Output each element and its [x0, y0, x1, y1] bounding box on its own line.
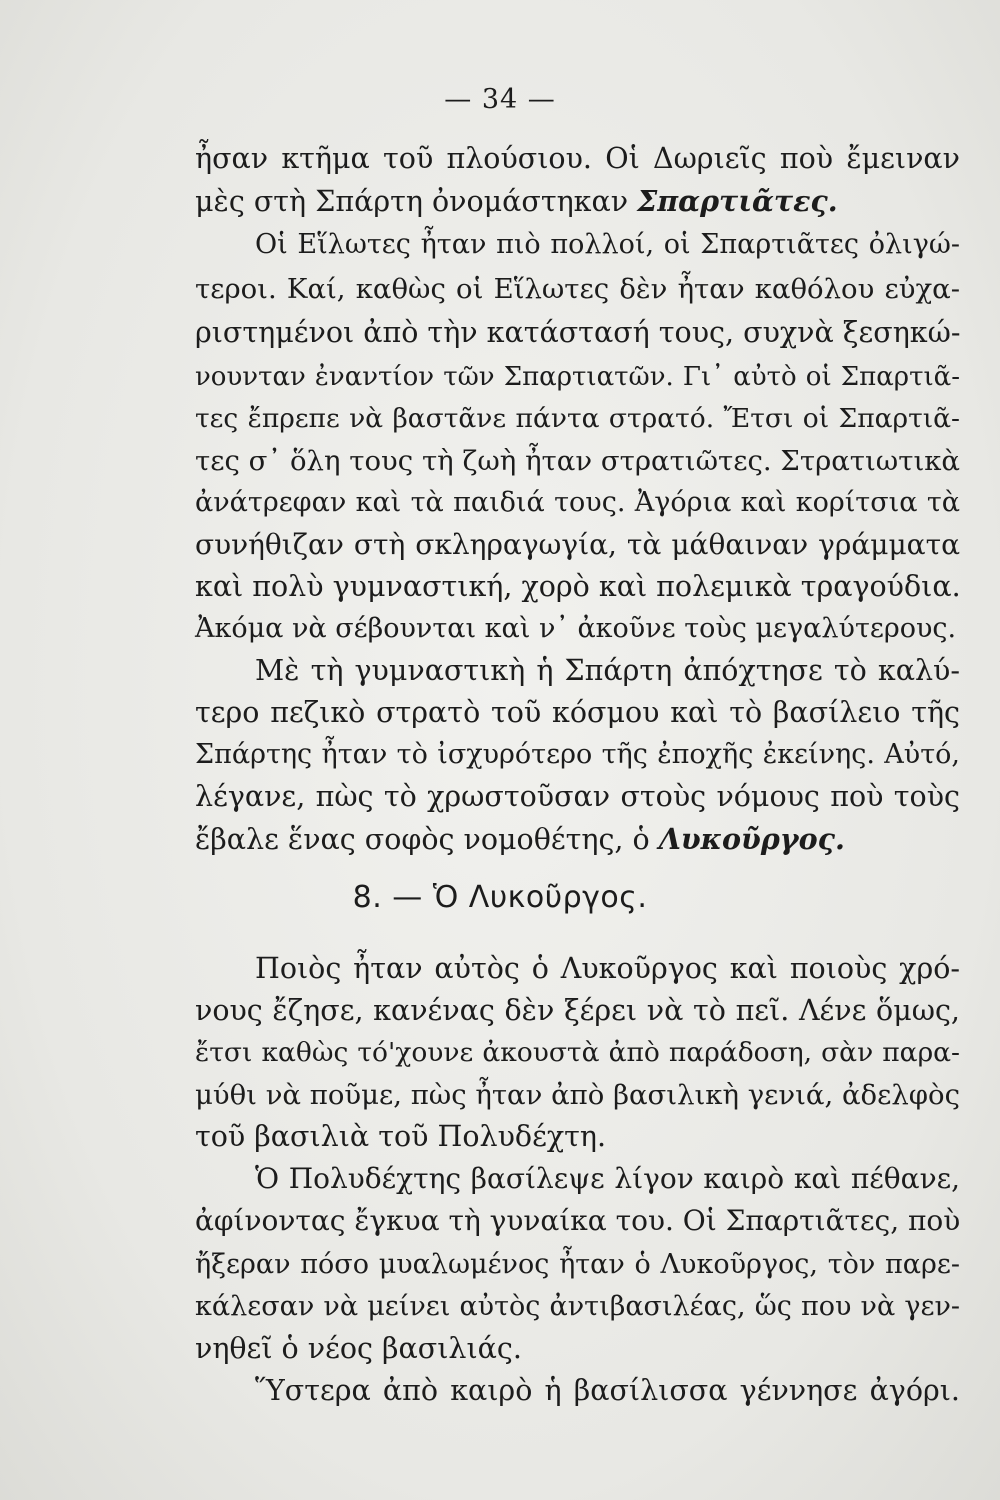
- text-line: [195, 182, 960, 220]
- emphasized-word: Λυκοῦργος.: [658, 822, 845, 856]
- text-line: Ὁ Πολυδέχτης βασίλεψε λίγον καιρὸ καὶ πέθανε,: [255, 1162, 960, 1195]
- text-line: [195, 820, 960, 858]
- text-line: Σπάρτης ἦταν τὸ ἰσχυρότερο τῆς ἐποχῆς ἐκείνης. Αὐτό,: [195, 739, 960, 770]
- text-line: τερο πεζικὸ στρατὸ τοῦ κόσμου καὶ τὸ βασίλειο τῆς: [195, 696, 960, 729]
- text-line: ριστημένοι ἀπὸ τὴν κατάστασή τους, συχνὰ ξεσηκώ-: [195, 316, 961, 349]
- text-line: ἦσαν κτῆμα τοῦ πλούσιου. Οἱ Δωριεῖς ποὺ ἔμειναν: [195, 142, 960, 175]
- text-line: Ὕστερα ἀπὸ καιρὸ ἡ βασίλισσα γέννησε ἀγόρι.: [255, 1374, 960, 1407]
- text-line: καὶ πολὺ γυμναστική, χορὸ καὶ πολεμικὰ τραγούδια.: [195, 570, 961, 603]
- section-heading: 8. — Ὁ Λυκοῦργος.: [352, 880, 648, 915]
- page-number: — 34 —: [444, 84, 556, 115]
- text-line: ἔτσι καθὼς τό'χουνε ἀκουστὰ ἀπὸ παράδοση, σὰν παρα-: [195, 1037, 960, 1068]
- emphasized-word: Σπαρτιᾶτες.: [637, 184, 838, 218]
- text-line: τες σ᾽ ὅλη τους τὴ ζωὴ ἦταν στρατιῶτες. Στρατιωτικὰ: [195, 445, 960, 477]
- text-line: Μὲ τὴ γυμναστικὴ ἡ Σπάρτη ἀπόχτησε τὸ καλύ-: [255, 654, 960, 687]
- text-line: μύθι νὰ ποῦμε, πὼς ἦταν ἀπὸ βασιλικὴ γενιά, ἀδελφὸς: [195, 1079, 960, 1111]
- text-line: ἀφίνοντας ἔγκυα τὴ γυναίκα του. Οἱ Σπαρτιᾶτες, ποὺ: [195, 1204, 961, 1237]
- text-line: ἀνάτρεφαν καὶ τὰ παιδιά τους. Ἀγόρια καὶ κορίτσια τὰ: [195, 487, 960, 518]
- text-line: νηθεῖ ὁ νέος βασιλιάς.: [195, 1332, 522, 1365]
- text-line: Ποιὸς ἦταν αὐτὸς ὁ Λυκοῦργος καὶ ποιοὺς χρό-: [255, 952, 960, 985]
- text-line: κάλεσαν νὰ μείνει αὐτὸς ἀντιβασιλέας, ὥς που νὰ γεν-: [195, 1291, 960, 1322]
- text-fragment: μὲς στὴ Σπάρτη ὀνομάστηκαν: [195, 185, 629, 218]
- text-line: νουνταν ἐναντίον τῶν Σπαρτιατῶν. Γι᾽ αὐτὸ οἱ Σπαρτιᾶ-: [195, 362, 960, 392]
- text-line: τοῦ βασιλιὰ τοῦ Πολυδέχτη.: [195, 1120, 607, 1153]
- text-line: νους ἔζησε, κανένας δὲν ξέρει νὰ τὸ πεῖ. Λένε ὅμως,: [195, 994, 960, 1027]
- text-fragment: ἔβαλε ἕνας σοφὸς νομοθέτης, ὁ: [195, 823, 650, 856]
- text-line: Οἱ Εἵλωτες ἦταν πιὸ πολλοί, οἱ Σπαρτιᾶτες ὀλιγώ-: [255, 229, 960, 260]
- text-line: συνήθιζαν στὴ σκληραγωγία, τὰ μάθαιναν γράμματα: [195, 528, 960, 561]
- text-line: λέγανε, πὼς τὸ χρωστοῦσαν στοὺς νόμους ποὺ τοὺς: [195, 780, 960, 813]
- text-line: τεροι. Καί, καθὼς οἱ Εἵλωτες δὲν ἦταν καθόλου εὐχα-: [195, 273, 960, 305]
- text-line: Ἀκόμα νὰ σέβουνται καὶ ν᾽ ἀκοῦνε τοὺς μεγαλύτερους.: [195, 613, 957, 644]
- text-line: ἤξεραν πόσο μυαλωμένος ἦταν ὁ Λυκοῦργος, τὸν παρε-: [195, 1249, 960, 1280]
- text-line: τες ἔπρεπε νὰ βαστᾶνε πάντα στρατό. Ἔτσι οἱ Σπαρτιᾶ-: [195, 403, 960, 434]
